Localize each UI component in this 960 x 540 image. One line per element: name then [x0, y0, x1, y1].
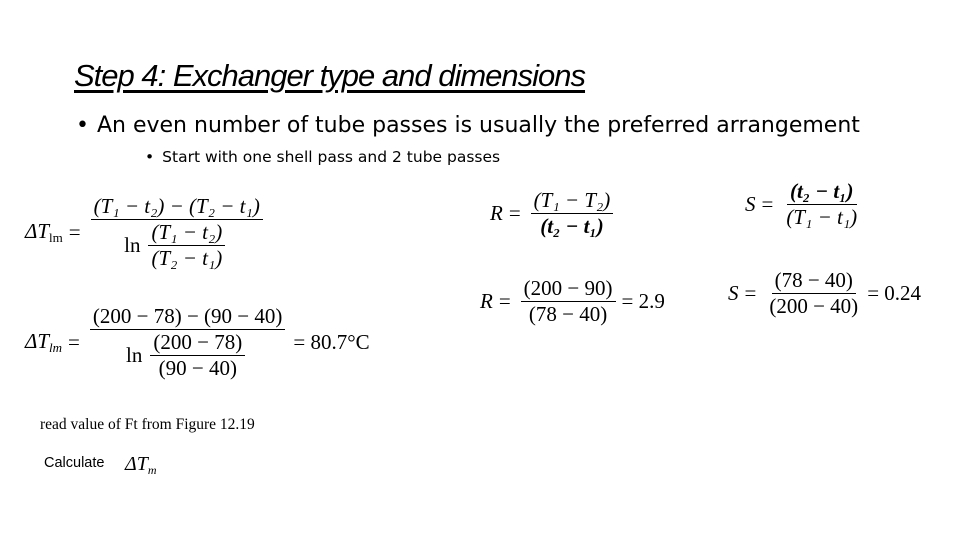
s-value-numerator: (78 − 40) — [772, 270, 856, 294]
lmtd-value-inner-fraction — [150, 332, 245, 379]
bullet-text: Start with one shell pass and 2 tube passes — [162, 148, 501, 166]
bullet-dot: • — [145, 148, 155, 166]
ft-figure-note: read value of Ft from Figure 12.19 — [40, 416, 255, 433]
s-result: = 0.24 — [867, 281, 922, 305]
lmtd-numerator: (T₁ − t₂) − (T₂ − t₁) — [91, 196, 263, 220]
lmtd-value-inner-numerator: (200 − 78) — [150, 332, 245, 356]
ln-label: ln — [124, 233, 141, 257]
lmtd-value-fraction — [90, 306, 286, 379]
bullet-tube-passes — [76, 113, 860, 138]
r-value-numerator: (200 − 90) — [521, 278, 616, 302]
r-fraction — [531, 190, 614, 237]
calculate-label: Calculate — [44, 455, 105, 471]
lmtd-formula — [25, 196, 267, 269]
r-formula — [490, 190, 617, 237]
bullet-text: An even number of tube passes is usually the preferred arrangement — [96, 113, 860, 138]
lmtd-value-numerator: (200 − 78) − (90 − 40) — [90, 306, 286, 330]
s-denominator: (T₁ − t₁) — [786, 205, 858, 229]
lmtd-value — [25, 306, 370, 379]
r-lhs: R — [490, 201, 503, 225]
lmtd-denominator — [121, 220, 232, 269]
equals-sign: = — [508, 201, 521, 225]
lmtd-result: = 80.7°C — [293, 330, 370, 354]
s-numerator: (t₂ − t₁) — [787, 181, 857, 205]
delta-tm-symbol: $\Delta T_m$ — [125, 453, 157, 477]
lmtd-value-inner-denominator: (90 − 40) — [158, 356, 237, 380]
lmtd-inner-denominator: (T₂ − t₁) — [151, 246, 223, 270]
equals-sign: = — [498, 289, 511, 313]
equals-sign: = — [68, 220, 81, 244]
s-value — [728, 270, 921, 317]
s-lhs: S — [745, 192, 756, 216]
equals-sign: = — [68, 330, 80, 354]
slide-title: Step 4: Exchanger type and dimensions — [74, 58, 586, 93]
sub-bullet-shell-pass — [145, 148, 500, 166]
equals-sign: = — [761, 192, 774, 216]
s-formula — [745, 181, 864, 228]
s-value-fraction — [766, 270, 861, 317]
r-value-denominator: (78 − 40) — [528, 302, 608, 326]
bullet-dot: • — [76, 113, 89, 138]
lmtd-inner-numerator: (T₁ − t₂) — [148, 222, 225, 246]
lmtd-value-denominator — [123, 330, 252, 379]
lmtd-value-lhs: $\Delta T_{lm}$ — [25, 329, 63, 355]
r-value-lhs: R — [480, 289, 493, 313]
r-result: = 2.9 — [621, 289, 665, 313]
lmtd-lhs: $\Delta T_{lm}$ — [25, 219, 63, 245]
s-value-denominator: (200 − 40) — [769, 294, 859, 318]
r-numerator: (T₁ − T₂) — [531, 190, 614, 214]
equals-sign: = — [744, 281, 757, 305]
s-value-lhs: S — [728, 281, 739, 305]
lmtd-fraction — [91, 196, 263, 269]
r-denominator: (t₂ − t₁) — [540, 214, 604, 238]
r-value-fraction — [521, 278, 616, 325]
lmtd-inner-fraction — [148, 222, 225, 269]
r-value — [480, 278, 665, 325]
ln-label: ln — [126, 343, 143, 367]
s-fraction — [783, 181, 860, 228]
